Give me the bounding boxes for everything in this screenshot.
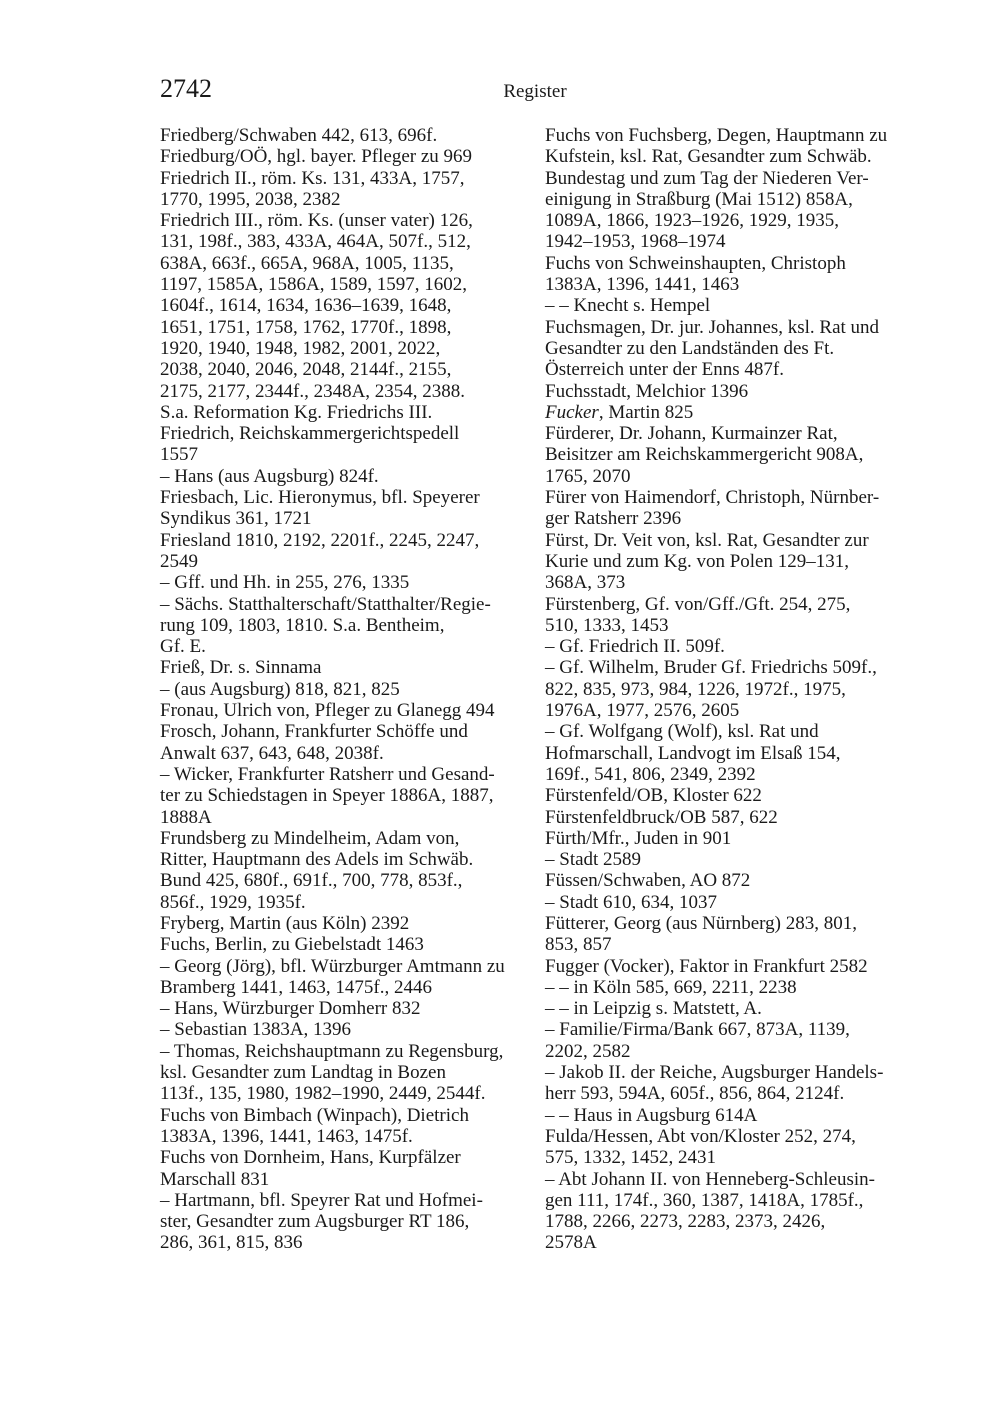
index-entry-line [160, 1104, 530, 1126]
index-entry-line [545, 274, 925, 296]
index-entry [160, 934, 530, 955]
index-entry-text: – Familie/Firma/Bank 667, 873A, 1139, [545, 1019, 850, 1041]
index-entry-line [545, 146, 925, 168]
index-entry-text: 856f., 1929, 1935f. [160, 891, 306, 913]
index-entry-text: 1920, 1940, 1948, 1982, 2001, 2022, [160, 337, 441, 359]
index-entry [545, 977, 925, 998]
index-entry-line [160, 401, 530, 423]
index-entry-text: S.a. Reformation Kg. Friedrichs III. [160, 401, 433, 423]
index-entry [160, 1041, 530, 1105]
index-entry [160, 466, 530, 487]
index-entry-text: 1197, 1585A, 1586A, 1589, 1597, 1602, [160, 274, 467, 296]
index-entry-text: Anwalt 637, 643, 648, 2038f. [160, 742, 384, 764]
index-entry-text: Syndikus 361, 1721 [160, 508, 312, 530]
index-entry-text: Fürstenfeld/OB, Kloster 622 [545, 785, 762, 807]
index-entry-line [545, 337, 925, 359]
index-entry-text: Fürderer, Dr. Johann, Kurmainzer Rat, [545, 423, 838, 445]
index-entry-line [545, 1062, 925, 1084]
index-entry-text: ger Ratsherr 2396 [545, 508, 682, 530]
index-entry-text: Friedburg/OÖ, hgl. bayer. Pfleger zu 969 [160, 146, 473, 168]
index-entry-line [160, 146, 530, 168]
index-entry-line [160, 550, 530, 572]
index-entry-text: 169f., 541, 806, 2349, 2392 [545, 763, 756, 785]
index-entry [160, 146, 530, 167]
index-entry-line [160, 998, 530, 1020]
index-entry-text: Fronau, Ulrich von, Pfleger zu Glanegg 494 [160, 700, 495, 722]
index-entry-line [160, 614, 530, 636]
index-entry [545, 594, 925, 637]
index-entry-line [545, 849, 925, 871]
index-entry-line [545, 721, 925, 743]
index-entry-line [545, 1168, 925, 1190]
index-entry [160, 487, 530, 530]
index-entry-line [545, 167, 925, 189]
index-entry [545, 785, 925, 806]
index-entry-text: Gf. E. [160, 636, 206, 658]
index-entry [545, 1019, 925, 1062]
index-entry-text: Friedrich, Reichskammergerichtspedell [160, 423, 460, 445]
index-entry-text: Friedrich III., röm. Ks. (unser vater) 126, [160, 210, 473, 232]
index-entry-text: Bund 425, 680f., 691f., 700, 778, 853f., [160, 870, 463, 892]
index-entry [545, 1126, 925, 1169]
index-entry [160, 125, 530, 146]
index-entry-text: – – in Leipzig s. Matstett, A. [545, 998, 762, 1020]
index-entry-line [545, 827, 925, 849]
index-entry-text: Gesandter zu den Landständen des Ft. [545, 337, 835, 359]
index-entry-text: 1888A [160, 806, 212, 828]
index-entry-line [545, 998, 925, 1020]
index-entry-line [160, 700, 530, 722]
index-entry-text: 1770, 1995, 2038, 2382 [160, 188, 341, 210]
index-entry-line [545, 444, 925, 466]
index-entry-text: Ritter, Hauptmann des Adels im Schwäb. [160, 849, 474, 871]
index-entry-line [160, 827, 530, 849]
index-entry-text: 1976A, 1977, 2576, 2605 [545, 700, 740, 722]
index-entry [545, 807, 925, 828]
index-entry [545, 956, 925, 977]
index-entry-line [160, 593, 530, 615]
index-entry-line [160, 252, 530, 274]
index-entry-line [545, 955, 925, 977]
index-entry [545, 317, 925, 381]
index-entry-text: Hofmarschall, Landvogt im Elsaß 154, [545, 742, 841, 764]
index-entry-line [545, 742, 925, 764]
index-entry-line [160, 444, 530, 466]
index-entry-text: Kufstein, ksl. Rat, Gesandter zum Schwäb. [545, 146, 872, 168]
index-entry-line [160, 763, 530, 785]
index-entry [545, 295, 925, 316]
index-entry [160, 913, 530, 934]
index-entry-text: Kurie und zum Kg. von Polen 129–131, [545, 550, 849, 572]
index-entry [160, 679, 530, 700]
index-entry-line [160, 529, 530, 551]
index-entry [545, 657, 925, 721]
index-entry-text: – Gf. Friedrich II. 509f. [545, 636, 725, 658]
index-entry-text: – Abt Johann II. von Henneberg-Schleusin- [545, 1168, 875, 1190]
index-entry-line [545, 763, 925, 785]
index-entry [160, 530, 530, 573]
index-column-right [545, 125, 925, 1254]
index-entry-text: Fürth/Mfr., Juden in 901 [545, 827, 732, 849]
index-entry-line [545, 700, 925, 722]
index-entry-line [160, 955, 530, 977]
index-entry [545, 125, 925, 253]
index-entry [160, 764, 530, 828]
index-entry-line [160, 231, 530, 253]
index-entry-line [545, 870, 925, 892]
index-entry-line [160, 1062, 530, 1084]
index-entry-line [160, 508, 530, 530]
index-entry-text: Fürst, Dr. Veit von, ksl. Rat, Gesandter zur [545, 529, 869, 551]
index-entry [160, 572, 530, 593]
index-entry-text: Fürer von Haimendorf, Christoph, Nürnber- [545, 487, 880, 509]
index-entry-text: – Stadt 2589 [545, 849, 642, 871]
index-entry-line [160, 849, 530, 871]
index-entry-text: – Stadt 610, 634, 1037 [545, 891, 718, 913]
index-entry-line [545, 316, 925, 338]
index-entry-text: 2549 [160, 550, 198, 572]
index-entry-text: 1383A, 1396, 1441, 1463, 1475f. [160, 1125, 413, 1147]
index-entry-text: – Thomas, Reichshauptmann zu Regensburg, [160, 1040, 504, 1062]
index-entry-text: Fütterer, Georg (aus Nürnberg) 283, 801, [545, 912, 857, 934]
index-entry-line [545, 210, 925, 232]
index-entry-text: Bramberg 1441, 1463, 1475f., 2446 [160, 976, 432, 998]
index-entry [160, 423, 530, 466]
index-entry-text: – Hans (aus Augsburg) 824f. [160, 465, 379, 487]
index-entry [160, 168, 530, 211]
index-entry-line [160, 721, 530, 743]
index-entry-text: Frieß, Dr. s. Sinnama [160, 657, 322, 679]
index-entry-line [160, 1125, 530, 1147]
index-entry-text: Füssen/Schwaben, AO 872 [545, 870, 751, 892]
index-entry-text: – Sächs. Statthalterschaft/Statthalter/Regie- [160, 593, 491, 615]
index-entry-text: 575, 1332, 1452, 2431 [545, 1147, 716, 1169]
index-entry-text: Fürstenberg, Gf. von/Gff./Gft. 254, 275, [545, 593, 851, 615]
index-entry-line [545, 465, 925, 487]
index-entry-text: Fugger (Vocker), Faktor in Frankfurt 2582 [545, 955, 868, 977]
index-entry-text: Frosch, Johann, Frankfurter Schöffe und [160, 721, 468, 743]
index-entry-line [160, 1211, 530, 1233]
index-entry-text: Fuchs von Schweinshaupten, Christoph [545, 252, 846, 274]
index-entry-text: 286, 361, 815, 836 [160, 1232, 303, 1254]
index-entry-line [545, 231, 925, 253]
index-entry-line [545, 1189, 925, 1211]
index-entry-line [545, 1211, 925, 1233]
index-entry [545, 253, 925, 296]
index-entry-text: ster, Gesandter zum Augsburger RT 186, [160, 1211, 470, 1233]
index-entry-line [545, 636, 925, 658]
index-entry-line [160, 934, 530, 956]
index-entry-line [160, 1168, 530, 1190]
index-entry-line [545, 912, 925, 934]
index-entry-line [545, 785, 925, 807]
index-entry-text: 822, 835, 973, 984, 1226, 1972f., 1975, [545, 678, 846, 700]
index-entry-text: 1383A, 1396, 1441, 1463 [545, 274, 740, 296]
index-entry-line [545, 678, 925, 700]
index-entry-line [160, 316, 530, 338]
index-entry [545, 530, 925, 594]
index-entry-line [160, 487, 530, 509]
index-entry-text: 2038, 2040, 2046, 2048, 2144f., 2155, [160, 359, 452, 381]
index-entry [545, 1105, 925, 1126]
index-entry [545, 892, 925, 913]
index-entry-line [160, 1040, 530, 1062]
index-entry-line [160, 210, 530, 232]
index-entry-text: rung 109, 1803, 1810. S.a. Bentheim, [160, 614, 445, 636]
index-entry [160, 998, 530, 1019]
index-entry-line [160, 167, 530, 189]
index-entry-line [545, 614, 925, 636]
index-entry-line [545, 1019, 925, 1041]
index-entry-text: Beisitzer am Reichskammergericht 908A, [545, 444, 864, 466]
index-entry-text: – Georg (Jörg), bfl. Würzburger Amtmann zu [160, 955, 505, 977]
index-entry [545, 721, 925, 785]
index-entry-text: Fulda/Hessen, Abt von/Kloster 252, 274, [545, 1125, 856, 1147]
index-entry [160, 1147, 530, 1190]
index-entry-line [160, 806, 530, 828]
index-entry [545, 828, 925, 849]
index-entry-text: 1942–1953, 1968–1974 [545, 231, 726, 253]
index-entry [160, 210, 530, 423]
index-entry [545, 423, 925, 487]
index-entry-text: Fuchs von Dornheim, Hans, Kurpfälzer [160, 1147, 461, 1169]
index-entry-text: – Gff. und Hh. in 255, 276, 1335 [160, 572, 410, 594]
index-entry-text: einigung in Straßburg (Mai 1512) 858A, [545, 188, 853, 210]
index-entry-line [545, 1125, 925, 1147]
index-entry [545, 402, 925, 423]
index-entry-text: 368A, 373 [545, 572, 626, 594]
index-entry-line [160, 678, 530, 700]
index-entry-line [545, 125, 925, 146]
index-entry-line [160, 465, 530, 487]
index-entry-line [545, 295, 925, 317]
index-entry-line [160, 1189, 530, 1211]
index-entry-text: 1651, 1751, 1758, 1762, 1770f., 1898, [160, 316, 452, 338]
index-entry-text: 1765, 2070 [545, 465, 631, 487]
index-entry-line [160, 1083, 530, 1105]
page-number: 2742 [160, 74, 212, 103]
index-entry-text: Friedrich II., röm. Ks. 131, 433A, 1757, [160, 167, 465, 189]
index-entry-text: Friesland 1810, 2192, 2201f., 2245, 2247, [160, 529, 480, 551]
index-entry-text: ksl. Gesandter zum Landtag in Bozen [160, 1062, 446, 1084]
index-entry-line [545, 252, 925, 274]
index-entry-line [545, 1040, 925, 1062]
index-entry-text: Fuchs, Berlin, zu Giebelstadt 1463 [160, 934, 424, 956]
index-entry-line [160, 1019, 530, 1041]
index-entry [545, 913, 925, 956]
running-head: Register [503, 81, 567, 102]
index-entry-line [545, 891, 925, 913]
index-entry [545, 636, 925, 657]
index-entry-text: 2578A [545, 1232, 597, 1254]
index-entry-text: Fuchs von Fuchsberg, Degen, Hauptmann zu [545, 125, 888, 146]
index-entry-line [545, 487, 925, 509]
index-entry-line [160, 572, 530, 594]
index-entry-line [160, 1232, 530, 1254]
index-entry [160, 1105, 530, 1148]
index-entry-text: 638A, 663f., 665A, 968A, 1005, 1135, [160, 252, 454, 274]
index-entry-line [545, 934, 925, 956]
index-entry [545, 381, 925, 402]
index-entry-line [545, 593, 925, 615]
index-entry-text: – – in Köln 585, 669, 2211, 2238 [545, 976, 797, 998]
index-entry-line [160, 274, 530, 296]
index-entry-line [545, 1083, 925, 1105]
index-entry-text: 1089A, 1866, 1923–1926, 1929, 1935, [545, 210, 839, 232]
index-entry-line [545, 188, 925, 210]
index-entry [160, 594, 530, 658]
index-entry-line [545, 550, 925, 572]
index-entry [160, 657, 530, 678]
index-entry [545, 1062, 925, 1105]
index-entry-text: – Gf. Wilhelm, Bruder Gf. Friedrichs 509f., [545, 657, 877, 679]
index-column-left [160, 125, 530, 1254]
index-entry-line [545, 380, 925, 402]
index-entry-text: Fuchs von Bimbach (Winpach), Dietrich [160, 1104, 469, 1126]
index-entry-line [160, 891, 530, 913]
index-entry-line [160, 976, 530, 998]
index-entry-line [545, 508, 925, 530]
index-entry [160, 828, 530, 913]
index-entry [160, 956, 530, 999]
index-entry-text: 2202, 2582 [545, 1040, 631, 1062]
index-entry-text: Bundestag und zum Tag der Niederen Ver- [545, 167, 869, 189]
index-entry-text: Fuchsmagen, Dr. jur. Johannes, ksl. Rat und [545, 316, 880, 338]
index-entry-text: ter zu Schiedstagen in Speyer 1886A, 1887, [160, 785, 494, 807]
index-entry-text: gen 111, 174f., 360, 1387, 1418A, 1785f., [545, 1189, 864, 1211]
index-entry-line [160, 125, 530, 146]
index-entry-text: – Wicker, Frankfurter Ratsherr und Gesand- [160, 763, 495, 785]
index-entry-line [545, 529, 925, 551]
index-entry-text: 1557 [160, 444, 198, 466]
index-entry [545, 1169, 925, 1254]
index-entry-line [545, 806, 925, 828]
index-entry [545, 998, 925, 1019]
index-entry-line [545, 1232, 925, 1254]
index-entry-text: Friedberg/Schwaben 442, 613, 696f. [160, 125, 438, 146]
index-entry-text: Fürstenfeldbruck/OB 587, 622 [545, 806, 778, 828]
index-entry-text: herr 593, 594A, 605f., 856, 864, 2124f. [545, 1083, 845, 1105]
index-entry-line [160, 912, 530, 934]
index-entry-text: – Gf. Wolfgang (Wolf), ksl. Rat und [545, 721, 819, 743]
index-entry-line [545, 401, 925, 423]
index-entry-line [160, 423, 530, 445]
index-entry-text: Friesbach, Lic. Hieronymus, bfl. Speyerer [160, 487, 480, 509]
index-entry [160, 1190, 530, 1254]
index-entry-text: – Sebastian 1383A, 1396 [160, 1019, 352, 1041]
index-entry-line [160, 636, 530, 658]
index-entry-text: 1788, 2266, 2273, 2283, 2373, 2426, [545, 1211, 826, 1233]
index-entry-line [545, 359, 925, 381]
index-entry-text: – – Haus in Augsburg 614A [545, 1104, 758, 1126]
index-entry-text: , Martin 825 [598, 401, 694, 423]
index-entry-text: 2175, 2177, 2344f., 2348A, 2354, 2388. [160, 380, 466, 402]
index-entry-line [160, 295, 530, 317]
index-entry [160, 700, 530, 721]
index-entry-line [545, 572, 925, 594]
index-entry-line [160, 785, 530, 807]
index-entry-text: – Hartmann, bfl. Speyrer Rat und Hofmei- [160, 1189, 483, 1211]
index-entry-line [160, 337, 530, 359]
index-entry-italic-name: Fucker [545, 401, 599, 423]
index-entry-line [160, 380, 530, 402]
index-entry-text: Österreich unter der Enns 487f. [545, 359, 785, 381]
index-entry [160, 1019, 530, 1040]
index-entry-text: Frundsberg zu Mindelheim, Adam von, [160, 827, 460, 849]
index-entry-text: Fryberg, Martin (aus Köln) 2392 [160, 912, 410, 934]
index-entry-text: Fuchsstadt, Melchior 1396 [545, 380, 749, 402]
index-entry [160, 721, 530, 764]
index-entry [545, 870, 925, 891]
index-entry [545, 487, 925, 530]
index-entry-line [160, 870, 530, 892]
index-entry-line [545, 976, 925, 998]
index-entry-line [160, 657, 530, 679]
index-entry-line [160, 742, 530, 764]
index-entry-text: 131, 198f., 383, 433A, 464A, 507f., 512, [160, 231, 471, 253]
index-entry-line [545, 657, 925, 679]
index-entry-line [545, 423, 925, 445]
index-entry-text: – Hans, Würzburger Domherr 832 [160, 998, 421, 1020]
index-entry-line [160, 359, 530, 381]
index-entry-text: – (aus Augsburg) 818, 821, 825 [160, 678, 400, 700]
index-entry-line [545, 1147, 925, 1169]
index-entry-text: 113f., 135, 1980, 1982–1990, 2449, 2544f. [160, 1083, 486, 1105]
index-entry [545, 849, 925, 870]
index-entry-line [160, 188, 530, 210]
index-entry-line [160, 1147, 530, 1169]
index-entry-text: – – Knecht s. Hempel [545, 295, 711, 317]
index-entry-text: Marschall 831 [160, 1168, 270, 1190]
index-entry-text: 853, 857 [545, 934, 612, 956]
index-entry-text: 1604f., 1614, 1634, 1636–1639, 1648, [160, 295, 452, 317]
index-entry-line [545, 1104, 925, 1126]
index-entry-text: – Jakob II. der Reiche, Augsburger Handels- [545, 1062, 884, 1084]
index-entry-text: 510, 1333, 1453 [545, 614, 669, 636]
